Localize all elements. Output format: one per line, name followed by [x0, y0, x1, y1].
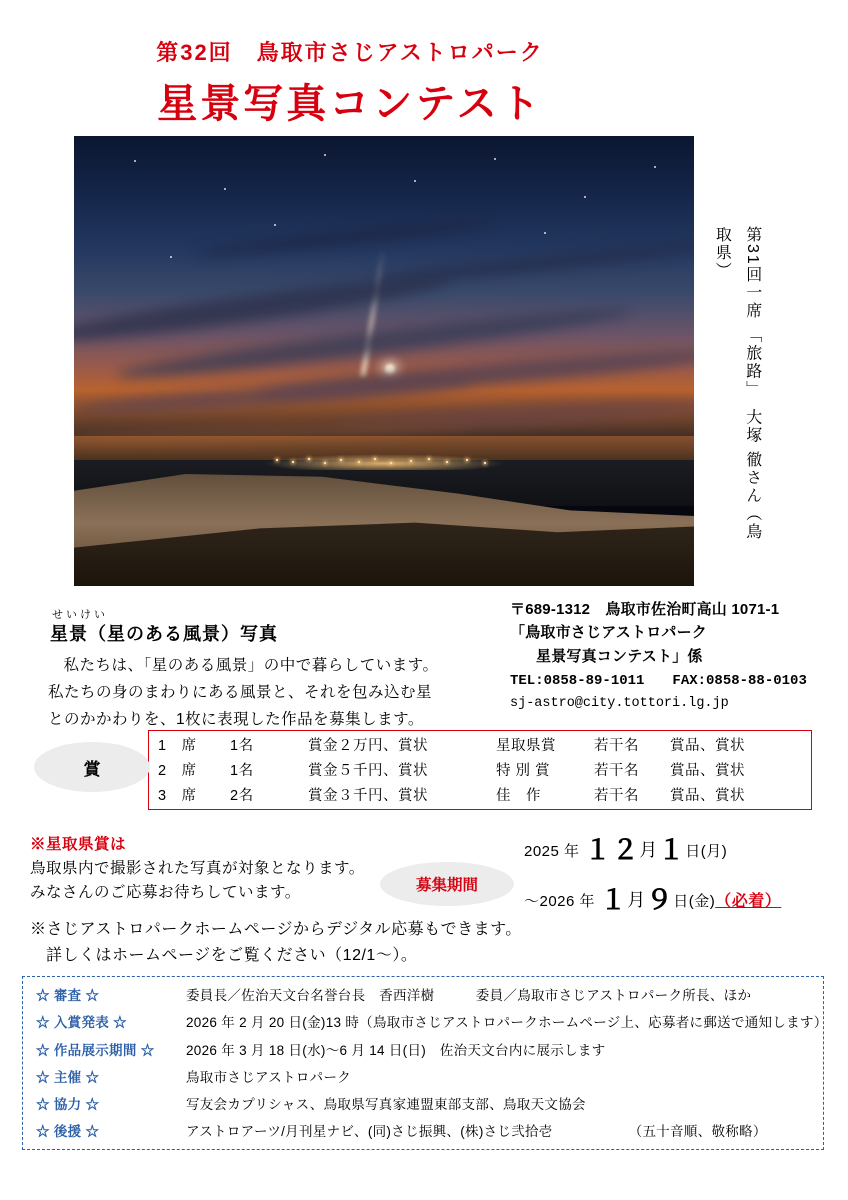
description-line-1: 私たちは、「星のある風景」の中で暮らしています。	[63, 657, 439, 674]
prize-rank: 3 席	[158, 787, 197, 804]
period-end-date	[524, 878, 781, 917]
contact-block	[510, 598, 840, 715]
detail-value: アストロアーツ/月刊星ナビ、(同)さじ振興、(株)さじ弐拾壱 （五十音順、敬称略）	[186, 1124, 767, 1140]
detail-value: 委員長／佐治天文台名誉台長 香西洋樹 委員／鳥取市さじアストロパーク所長、ほか	[186, 988, 752, 1003]
seikei-ruby: せいけい	[52, 609, 108, 621]
period-end-day: ９	[645, 885, 674, 915]
list-item	[36, 1122, 826, 1142]
prize-table	[158, 734, 808, 809]
detail-value: 2026 年 3 月 18 日(水)～6 月 14 日(日) 佐治天文台内に展示します	[186, 1042, 606, 1058]
period-start-day-unit: 日(月)	[685, 843, 728, 860]
prize-award: 賞金５千円、賞状	[308, 762, 428, 779]
prefecture-prize-note-line2: 鳥取県内で撮影された写真が対象となります。	[30, 860, 365, 877]
photo-artwork	[74, 136, 694, 586]
prize-rank: 1 席	[158, 738, 197, 754]
prize-award: 賞金３千円、賞状	[308, 787, 428, 804]
period-start-day: １	[657, 835, 686, 865]
photo-credit: 第31回一席 「旅路」 大塚 徹さん（鳥取県）	[713, 226, 761, 541]
table-row	[158, 734, 808, 759]
detail-label: ☆ 入賞発表 ☆	[36, 1015, 127, 1031]
period-end-month: １	[599, 885, 628, 915]
prize-award-2: 賞品、賞状	[670, 762, 745, 779]
table-row	[158, 759, 808, 784]
photo-town-lights	[270, 456, 500, 466]
period-end-month-unit: 月	[627, 890, 646, 910]
prize-award: 賞金２万円、賞状	[308, 738, 428, 754]
prize-rank: 2 席	[158, 762, 197, 779]
description-line-3: とのかかわりを、1枚に表現した作品を募集します。	[48, 711, 424, 729]
table-row	[158, 784, 808, 809]
web-entry-note-line2: 詳しくはホームページをご覧ください（12/1～）。	[46, 947, 418, 964]
period-end-prefix: ～2026 年	[524, 893, 596, 910]
detail-label: ☆ 主催 ☆	[36, 1069, 100, 1085]
prize-rank-2: 佳 作	[496, 787, 541, 804]
list-item	[36, 1068, 826, 1088]
organization-line-2: 星景写真コンテスト」係	[536, 647, 703, 665]
detail-label: ☆ 作品展示期間 ☆	[36, 1042, 155, 1058]
prefecture-prize-note: ※星取県賞は	[30, 836, 127, 853]
detail-label: ☆ 後援 ☆	[36, 1124, 100, 1140]
description-body	[48, 652, 478, 733]
detail-value: 2026 年 2 月 20 日(金)13 時（鳥取市さじアストロパークホームページ上、応募者に郵送で通知します）	[186, 1015, 828, 1031]
page-title: 星景写真コンテスト	[157, 82, 543, 126]
email-address: sj-astro@city.tottori.lg.jp	[510, 696, 729, 712]
organization-line-1: 「鳥取市さじアストロパーク	[510, 624, 708, 642]
details-list	[36, 986, 826, 1150]
detail-value: 写友会カプリシャス、鳥取県写真家連盟東部支部、鳥取天文協会	[186, 1097, 586, 1112]
prize-award-2: 賞品、賞状	[670, 787, 745, 804]
detail-label: ☆ 協力 ☆	[36, 1097, 100, 1112]
detail-label: ☆ 審査 ☆	[36, 988, 100, 1003]
prize-badge: 賞	[34, 742, 150, 792]
period-start-month: １２	[584, 835, 640, 865]
comet-head	[385, 364, 395, 374]
period-badge: 募集期間	[380, 862, 514, 906]
description-line-2: 私たちの身のまわりにある風景と、それを包み込む星	[48, 684, 433, 702]
postal-address: 〒689-1312 鳥取市佐治町高山 1071-1	[510, 601, 780, 618]
winning-photo	[74, 136, 694, 586]
prize-count: 1名	[230, 738, 254, 754]
prize-award-2: 賞品、賞状	[670, 738, 745, 754]
period-start-month-unit: 月	[639, 840, 658, 860]
list-item	[36, 1095, 826, 1115]
prize-count-2: 若干名	[594, 738, 639, 754]
list-item	[36, 986, 826, 1006]
prize-rank-2: 星取県賞	[496, 738, 556, 754]
web-entry-note-line1: ※さじアストロパークホームページからデジタル応募もできます。	[30, 921, 522, 938]
prize-count: 1名	[230, 762, 254, 779]
period-end-day-unit: 日(金)	[673, 893, 716, 910]
prize-count-2: 若干名	[594, 762, 639, 779]
detail-value: 鳥取市さじアストロパーク	[186, 1069, 352, 1085]
seikei-heading: 星景（星のある風景）写真	[50, 624, 278, 644]
prize-rank-2: 特 別 賞	[496, 762, 551, 779]
list-item	[36, 1013, 826, 1033]
prize-count: 2名	[230, 787, 254, 804]
must-arrive-note: （必着）	[715, 893, 782, 910]
period-start-date	[524, 828, 727, 867]
prize-count-2: 若干名	[594, 787, 639, 804]
list-item	[36, 1041, 826, 1061]
contest-subtitle: 第32回 鳥取市さじアストロパーク	[156, 40, 544, 65]
period-start-year: 2025 年	[524, 843, 580, 860]
phone-fax: TEL:0858-89-1011 FAX:0858-88-0103	[510, 672, 807, 689]
prefecture-prize-note-line3: みなさんのご応募お待ちしています。	[30, 884, 301, 901]
